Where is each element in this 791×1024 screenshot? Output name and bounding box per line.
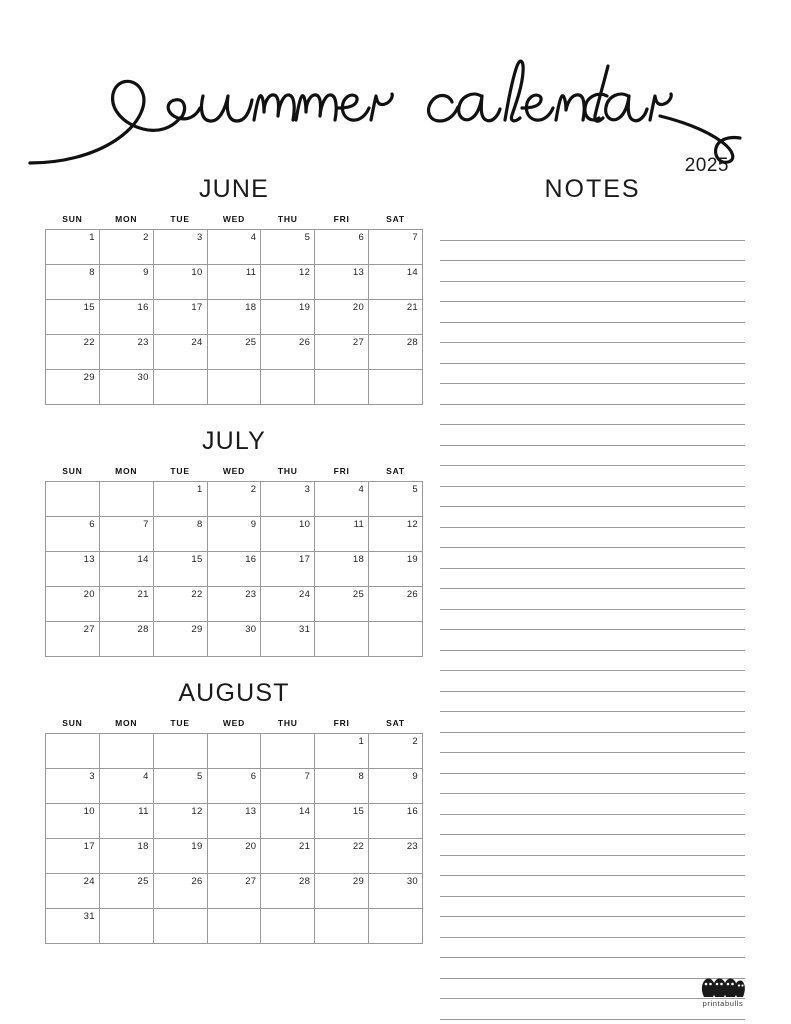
- brand-logo: [689, 976, 757, 1008]
- day-cell[interactable]: 18: [99, 839, 153, 874]
- weekday-sun: SUN: [62, 214, 83, 224]
- weekday-mon: MON: [115, 214, 138, 224]
- month-june: [45, 175, 423, 405]
- weekday-thu: THU: [277, 214, 298, 224]
- day-cell[interactable]: 21: [99, 587, 153, 622]
- weekday-sat: SAT: [386, 214, 405, 224]
- day-cell[interactable]: 30: [99, 370, 153, 405]
- day-cell-empty: [261, 909, 315, 944]
- notes-line[interactable]: [440, 917, 745, 938]
- day-cell-empty: [315, 622, 369, 657]
- day-cell-empty: [207, 734, 261, 769]
- day-cell[interactable]: 19: [153, 839, 207, 874]
- day-cell[interactable]: 16: [99, 300, 153, 335]
- day-cell[interactable]: 19: [369, 552, 423, 587]
- weekday-thu: THU: [277, 466, 298, 476]
- day-cell[interactable]: 15: [46, 300, 100, 335]
- day-cell[interactable]: 18: [315, 552, 369, 587]
- day-cell-empty: [207, 909, 261, 944]
- day-cell[interactable]: 10: [46, 804, 100, 839]
- day-cell[interactable]: 29: [46, 370, 100, 405]
- day-cell[interactable]: 18: [207, 300, 261, 335]
- day-cell[interactable]: 20: [207, 839, 261, 874]
- month-july: [45, 427, 423, 657]
- notes-line[interactable]: [440, 671, 745, 692]
- month-name-july: JULY: [201, 427, 267, 455]
- day-cell[interactable]: 25: [99, 874, 153, 909]
- notes-line[interactable]: [440, 466, 745, 487]
- day-cell[interactable]: 25: [315, 587, 369, 622]
- notes-line[interactable]: [440, 241, 745, 262]
- notes-line[interactable]: [440, 323, 745, 344]
- calendar-year: 2025: [684, 155, 729, 176]
- notes-line[interactable]: [440, 630, 745, 651]
- day-cell[interactable]: 30: [207, 622, 261, 657]
- week-row: [46, 482, 423, 517]
- day-cell[interactable]: 9: [99, 265, 153, 300]
- notes-line[interactable]: [440, 405, 745, 426]
- weekday-fri: FRI: [333, 214, 350, 224]
- notes-line[interactable]: [440, 446, 745, 467]
- day-cell[interactable]: 5: [369, 482, 423, 517]
- notes-line[interactable]: [440, 733, 745, 754]
- weekday-header-row: [46, 466, 423, 482]
- day-cell[interactable]: 14: [369, 265, 423, 300]
- notes-line[interactable]: [440, 384, 745, 405]
- notes-line[interactable]: [440, 610, 745, 631]
- day-cell[interactable]: 23: [369, 839, 423, 874]
- day-cell[interactable]: 29: [153, 622, 207, 657]
- notes-line[interactable]: [440, 938, 745, 959]
- notes-line[interactable]: [440, 343, 745, 364]
- day-cell[interactable]: 9: [369, 769, 423, 804]
- day-cell[interactable]: 4: [207, 230, 261, 265]
- day-cell[interactable]: 17: [261, 552, 315, 587]
- week-row: [46, 804, 423, 839]
- calendar-grid-august: [45, 718, 423, 944]
- notes-line[interactable]: [440, 261, 745, 282]
- day-cell[interactable]: 14: [99, 552, 153, 587]
- day-cell[interactable]: 13: [207, 804, 261, 839]
- notes-line[interactable]: [440, 835, 745, 856]
- day-cell[interactable]: 23: [99, 335, 153, 370]
- day-cell[interactable]: 5: [261, 230, 315, 265]
- months-column: [45, 175, 423, 966]
- day-cell[interactable]: 11: [315, 517, 369, 552]
- day-cell-empty: [153, 734, 207, 769]
- day-cell[interactable]: 31: [261, 622, 315, 657]
- weekday-sat: SAT: [386, 466, 405, 476]
- day-cell[interactable]: 27: [46, 622, 100, 657]
- day-cell[interactable]: 7: [369, 230, 423, 265]
- day-cell[interactable]: 12: [261, 265, 315, 300]
- day-cell[interactable]: 28: [99, 622, 153, 657]
- calendar-grid-june: [45, 214, 423, 405]
- weekday-sun: SUN: [62, 466, 83, 476]
- week-row: [46, 909, 423, 944]
- weekday-tue: TUE: [170, 214, 190, 224]
- day-cell[interactable]: 12: [369, 517, 423, 552]
- week-row: [46, 265, 423, 300]
- day-cell[interactable]: 30: [369, 874, 423, 909]
- day-cell[interactable]: 16: [369, 804, 423, 839]
- day-cell[interactable]: 22: [153, 587, 207, 622]
- weekday-tue: TUE: [170, 718, 190, 728]
- week-row: [46, 370, 423, 405]
- day-cell[interactable]: 31: [46, 909, 100, 944]
- day-cell[interactable]: 13: [315, 265, 369, 300]
- week-row: [46, 734, 423, 769]
- day-cell[interactable]: 26: [261, 335, 315, 370]
- notes-line[interactable]: [440, 692, 745, 713]
- notes-line[interactable]: [440, 589, 745, 610]
- calendar-grid-july: [45, 466, 423, 657]
- weekday-tue: TUE: [170, 466, 190, 476]
- day-cell-empty: [46, 734, 100, 769]
- day-cell-empty: [207, 370, 261, 405]
- notes-line[interactable]: [440, 876, 745, 897]
- day-cell[interactable]: 8: [315, 769, 369, 804]
- notes-line[interactable]: [440, 856, 745, 877]
- day-cell[interactable]: 28: [261, 874, 315, 909]
- weekday-wed: WED: [222, 466, 246, 476]
- day-cell[interactable]: 24: [153, 335, 207, 370]
- day-cell[interactable]: 4: [99, 769, 153, 804]
- page-title: [0, 30, 791, 176]
- day-cell[interactable]: 7: [99, 517, 153, 552]
- day-cell[interactable]: 12: [153, 804, 207, 839]
- weekday-sun: SUN: [62, 718, 83, 728]
- summer-calendar-script-title: [0, 30, 791, 165]
- day-cell[interactable]: 19: [261, 300, 315, 335]
- notes-line[interactable]: [440, 712, 745, 733]
- day-cell[interactable]: 24: [261, 587, 315, 622]
- day-cell[interactable]: 3: [261, 482, 315, 517]
- week-row: [46, 874, 423, 909]
- notes-line[interactable]: [440, 487, 745, 508]
- day-cell[interactable]: 22: [315, 839, 369, 874]
- day-cell[interactable]: 14: [261, 804, 315, 839]
- day-cell[interactable]: 11: [207, 265, 261, 300]
- week-row: [46, 300, 423, 335]
- notes-line[interactable]: [440, 815, 745, 836]
- notes-section: [440, 175, 745, 1020]
- day-cell-empty: [153, 909, 207, 944]
- notes-line[interactable]: [440, 794, 745, 815]
- day-cell-empty: [99, 482, 153, 517]
- week-row: [46, 335, 423, 370]
- week-row: [46, 552, 423, 587]
- bulls-logo-icon: [700, 976, 746, 998]
- weekday-header-row: [46, 214, 423, 230]
- day-cell[interactable]: 8: [153, 517, 207, 552]
- day-cell[interactable]: 3: [153, 230, 207, 265]
- week-row: [46, 587, 423, 622]
- day-cell-empty: [315, 909, 369, 944]
- notes-line[interactable]: [440, 548, 745, 569]
- month-name-august: AUGUST: [178, 679, 290, 707]
- day-cell[interactable]: 5: [153, 769, 207, 804]
- weekday-fri: FRI: [333, 718, 350, 728]
- day-cell[interactable]: 2: [99, 230, 153, 265]
- notes-line[interactable]: [440, 507, 745, 528]
- day-cell[interactable]: 3: [46, 769, 100, 804]
- day-cell[interactable]: 10: [261, 517, 315, 552]
- weekday-wed: WED: [222, 718, 246, 728]
- day-cell[interactable]: 9: [207, 517, 261, 552]
- day-cell[interactable]: 15: [153, 552, 207, 587]
- day-cell[interactable]: 6: [315, 230, 369, 265]
- notes-line[interactable]: [440, 528, 745, 549]
- day-cell[interactable]: 29: [315, 874, 369, 909]
- notes-heading: NOTES: [544, 175, 641, 203]
- day-cell[interactable]: 6: [207, 769, 261, 804]
- day-cell[interactable]: 10: [153, 265, 207, 300]
- week-row: [46, 230, 423, 265]
- day-cell[interactable]: 17: [46, 839, 100, 874]
- notes-line[interactable]: [440, 282, 745, 303]
- day-cell-empty: [261, 370, 315, 405]
- weekday-mon: MON: [115, 718, 138, 728]
- day-cell[interactable]: 1: [315, 734, 369, 769]
- week-row: [46, 769, 423, 804]
- day-cell[interactable]: 28: [369, 335, 423, 370]
- day-cell-empty: [46, 482, 100, 517]
- day-cell-empty: [369, 909, 423, 944]
- day-cell[interactable]: 7: [261, 769, 315, 804]
- day-cell[interactable]: 4: [315, 482, 369, 517]
- notes-line[interactable]: [440, 220, 745, 241]
- week-row: [46, 839, 423, 874]
- day-cell[interactable]: 8: [46, 265, 100, 300]
- weekday-header-row: [46, 718, 423, 734]
- month-august: [45, 679, 423, 944]
- day-cell-empty: [369, 622, 423, 657]
- notes-line[interactable]: [440, 897, 745, 918]
- day-cell[interactable]: 1: [153, 482, 207, 517]
- day-cell-empty: [153, 370, 207, 405]
- day-cell[interactable]: 11: [99, 804, 153, 839]
- weekday-fri: FRI: [333, 466, 350, 476]
- notes-line[interactable]: [440, 364, 745, 385]
- day-cell[interactable]: 26: [369, 587, 423, 622]
- day-cell[interactable]: 23: [207, 587, 261, 622]
- notes-line[interactable]: [440, 425, 745, 446]
- day-cell[interactable]: 2: [207, 482, 261, 517]
- notes-line[interactable]: [440, 753, 745, 774]
- weekday-thu: THU: [277, 718, 298, 728]
- day-cell[interactable]: 17: [153, 300, 207, 335]
- day-cell-empty: [99, 909, 153, 944]
- notes-line[interactable]: [440, 569, 745, 590]
- weekday-sat: SAT: [386, 718, 405, 728]
- day-cell[interactable]: 27: [207, 874, 261, 909]
- brand-name: printabulls: [702, 999, 744, 1008]
- day-cell[interactable]: 25: [207, 335, 261, 370]
- notes-line[interactable]: [440, 302, 745, 323]
- day-cell[interactable]: 27: [315, 335, 369, 370]
- day-cell[interactable]: 16: [207, 552, 261, 587]
- day-cell[interactable]: 20: [315, 300, 369, 335]
- notes-line[interactable]: [440, 651, 745, 672]
- day-cell[interactable]: 1: [46, 230, 100, 265]
- weekday-wed: WED: [222, 214, 246, 224]
- day-cell-empty: [315, 370, 369, 405]
- day-cell-empty: [99, 734, 153, 769]
- day-cell[interactable]: 24: [46, 874, 100, 909]
- day-cell[interactable]: 2: [369, 734, 423, 769]
- day-cell-empty: [261, 734, 315, 769]
- weekday-mon: MON: [115, 466, 138, 476]
- day-cell[interactable]: 21: [261, 839, 315, 874]
- day-cell[interactable]: 26: [153, 874, 207, 909]
- day-cell[interactable]: 13: [46, 552, 100, 587]
- day-cell[interactable]: 20: [46, 587, 100, 622]
- day-cell[interactable]: 21: [369, 300, 423, 335]
- week-row: [46, 622, 423, 657]
- notes-line[interactable]: [440, 774, 745, 795]
- day-cell[interactable]: 15: [315, 804, 369, 839]
- notes-lines[interactable]: [440, 220, 745, 1020]
- day-cell[interactable]: 6: [46, 517, 100, 552]
- month-name-june: JUNE: [198, 175, 270, 203]
- day-cell-empty: [369, 370, 423, 405]
- day-cell[interactable]: 22: [46, 335, 100, 370]
- week-row: [46, 517, 423, 552]
